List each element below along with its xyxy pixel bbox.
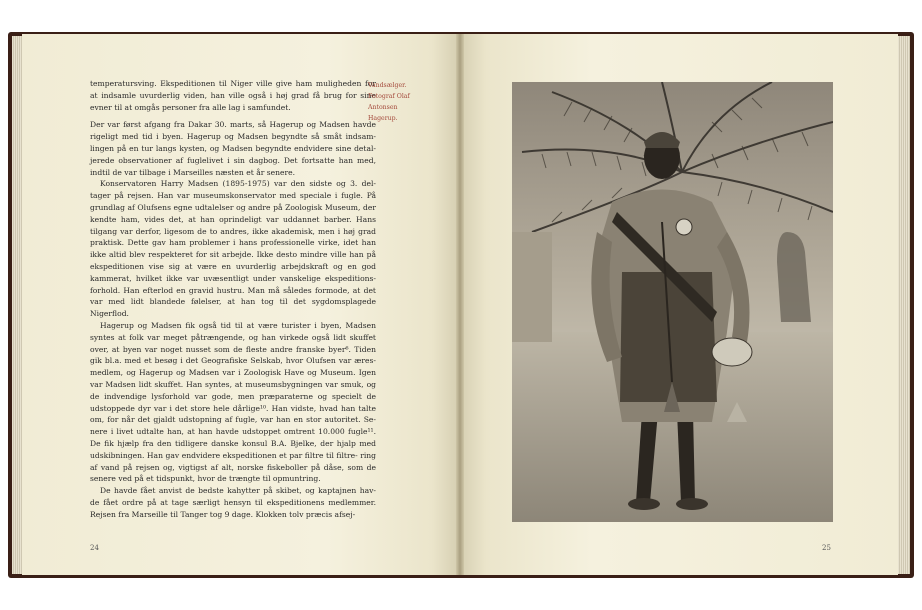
text-line: der kendte ham, vides det, at han oprindeligt var uddannet barber. Hans [90,202,376,224]
photo-caption [368,80,412,124]
text-line: temperatursving. Ekspeditionen til Niger ville give ham muligheden for [90,79,376,88]
text-line: indtil de var tilbage i Marseilles næsten et år senere. [90,167,296,177]
text-line: De havde fået anvist de bedste kahytter på skibet, og kaptajnen hav- [100,486,376,496]
paragraph [90,320,376,485]
text-line: og de indvendige lysforhold var gode, men præparaterne og specielt de [90,379,376,401]
text-line: det var med lidt blandede følelser, at han tog til det sygdomsplagede [90,285,376,307]
text-line: tilgang var derfor, ligesom de to andres, ikke akademisk, men i høj grad [90,226,376,236]
text-line: nere i livet udtalte han, at han havde udstoppet omtrent 10.000 fugle¹¹. [90,427,376,437]
page-number-left: 24 [90,544,99,552]
text-line: De fik hjælp fra den tidligere danske konsul B.A. Bjelke, der hjalp med [90,438,376,448]
body-text [90,78,376,520]
paragraph [90,78,376,113]
text-line: at indsamle uvurderlig viden, han ville også i høj grad få brug for sine [90,90,376,100]
caption-line: Antonsen [368,104,398,111]
text-line: udskibningen. Han gav endvidere ekspeditionen et par filtre til filtre- [90,450,358,460]
text-line: tager på rejsen. Han var museumskonservator med speciale i fugle. På [90,191,376,201]
caption-line: Hagerup. [368,115,398,122]
text-line: over, at byen var noget nusset som de fleste andre franske byer⁶. Tiden [90,344,376,354]
paragraph [90,178,376,320]
paragraph [90,119,376,178]
text-line: lingen på en tur langs kysten, og Madsen begyndte endvidere sine detal- [90,143,376,153]
text-line: medlem, og Hagerup og Madsen var i Zoologisk Have og Museum. Igen [90,368,376,378]
caption-line: Fotograf Olaf [368,93,410,100]
right-page-edges [898,36,910,574]
text-line: grundlag af Olufsens egne udtalelser og andre på Zoologisk Museum, [90,202,361,212]
text-line: syntes at folk var meget påtrængende, og han virkede også lidt skuffet [90,332,376,342]
text-line: kammerat, hvilket ikke var uvæsentligt under vanskelige ekspeditions- [90,273,376,283]
text-line: jerede observationer af fuglelivet i sin dagbog. Det fortsatte han med, [90,155,376,165]
book-gutter [456,34,464,575]
text-line: Hagerup og Madsen fik også tid til at være turister i byen, Madsen [100,320,376,330]
page-number-right: 25 [822,544,831,552]
caption-line: Vandsælger. [368,82,407,89]
text-line: evner til at omgås personer fra alle lag i samfundet. [90,102,291,112]
text-line: forhold. Han efterlod en gravid hustru. Man må således formode, at [90,285,361,295]
text-line: Konservatoren Harry Madsen (1895-1975) var den sidste og 3. del- [100,179,376,189]
text-line: Rejsen fra Marseille til Tanger tog 9 dage. Klokken tolv præcis afsej- [90,509,356,519]
text-line: Nigerflod. [90,309,129,319]
text-line: de fået ordre på at tage særligt hensyn til ekspeditionens medlemmer. [90,497,376,507]
text-line: på ekspeditionen vise sig at være en uvurderlig arbejdskraft og en god [90,250,376,271]
text-line: ring af vand på rejsen og, vigtigst af alt, norske fiskeboller på dåse, som [90,450,376,472]
text-line: gik bl.a. med et besøg i det Geografiske Selskab, hvor Olufsen var æres- [90,356,376,366]
text-line: ikke altid blev respekteret for sit arbejde. Ikke desto mindre ville han [90,250,364,260]
paragraph [90,485,376,520]
text-line: om, for når det gjaldt udstopning af fugle, var han en stor autoritet. Se- [90,415,376,425]
water-seller-photo [512,82,833,522]
text-line: var Madsen lidt skuffet. Han syntes, at museumsbygningen var smuk, [90,379,364,389]
text-line: praktisk. Dette gav ham problemer i hans professionelle virke, idet han [90,238,376,248]
text-line: udstoppede dyr var i det store hele dårlige¹⁰. Han vidste, hvad han talte [90,403,376,413]
text-line: de senere ved på et tidspunkt, hvor de trængte til opmuntring. [90,462,376,484]
text-line: Der var først afgang fra Dakar 30. marts, så Hagerup og Madsen havde [90,120,376,130]
text-line: rigeligt med tid i byen. Hagerup og Madsen begyndte så småt indsam- [90,132,376,142]
